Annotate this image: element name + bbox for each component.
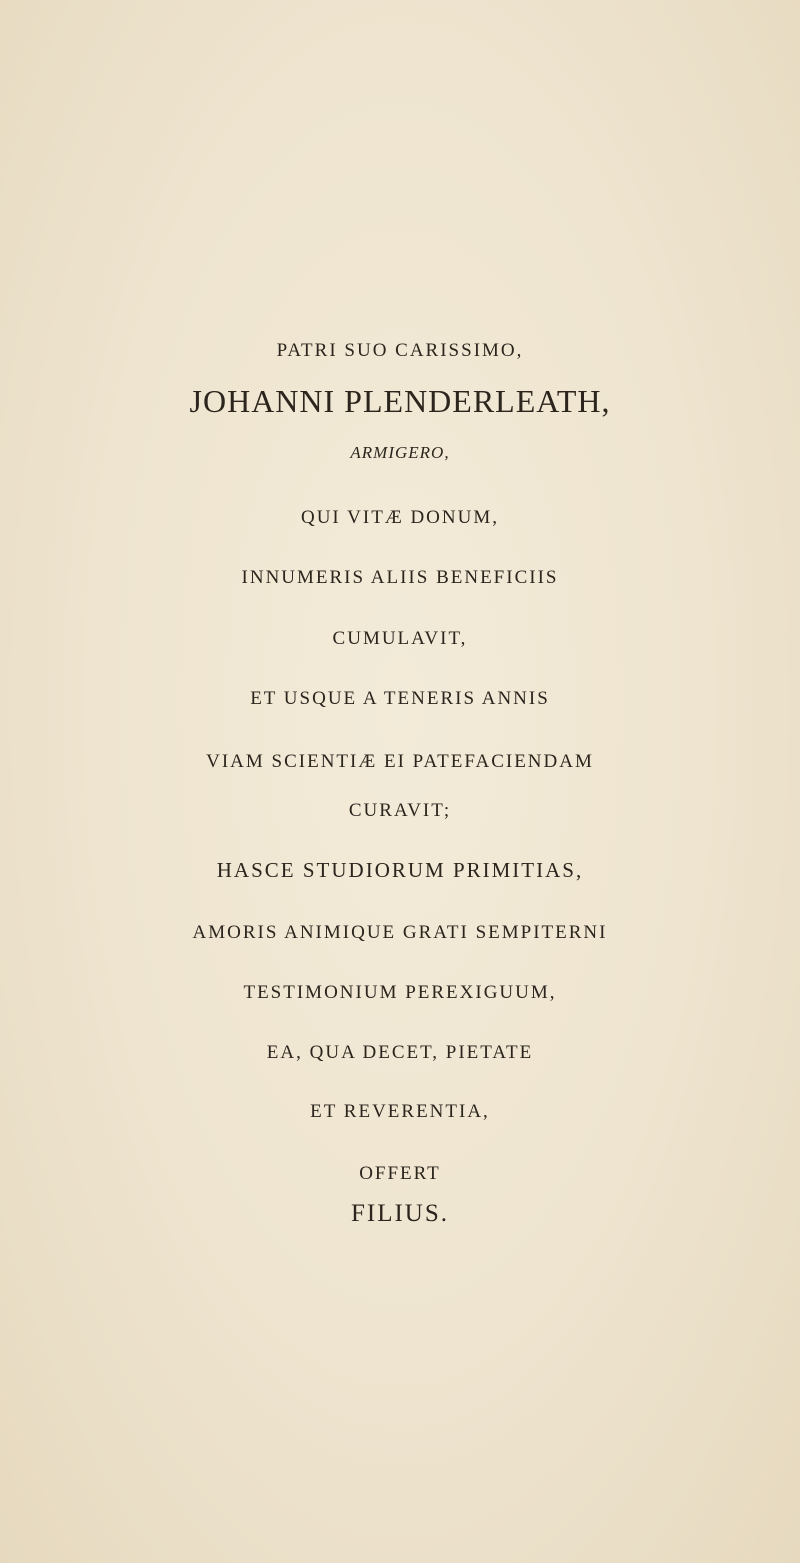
- dedication-line-offert: OFFERT: [359, 1163, 441, 1184]
- dedication-line-qui: QUI VITÆ DONUM,: [300, 507, 499, 528]
- dedication-line-ea-qua: EA, QUA DECET, PIETATE: [266, 1042, 534, 1063]
- dedication-name: JOHANNI PLENDERLEATH,: [189, 383, 611, 419]
- dedication-line-testimonium: TESTIMONIUM PEREXIGUUM,: [243, 982, 557, 1003]
- dedication-line-armigero: ARMIGERO,: [350, 443, 450, 462]
- dedication-line-curavit: CURAVIT;: [348, 800, 452, 821]
- dedication-line-et-usque: ET USQUE A TENERIS ANNIS: [250, 688, 550, 709]
- dedication-line-cumulavit: CUMULAVIT,: [332, 628, 468, 649]
- dedication-line-amoris: AMORIS ANIMIQUE GRATI SEMPITERNI: [192, 922, 608, 943]
- dedication-line-innumeris: INNUMERIS ALIIS BENEFICIIS: [241, 567, 559, 588]
- dedication-line-et-reverentia: ET REVERENTIA,: [310, 1101, 490, 1122]
- dedication-line-viam: VIAM SCIENTIÆ EI PATEFACIENDAM: [206, 751, 594, 772]
- dedication-line-hasce: HASCE STUDIORUM PRIMITIAS,: [216, 858, 584, 882]
- dedication-line-patri: PATRI SUO CARISSIMO,: [276, 340, 524, 361]
- dedication-signature-filius: FILIUS.: [350, 1200, 450, 1227]
